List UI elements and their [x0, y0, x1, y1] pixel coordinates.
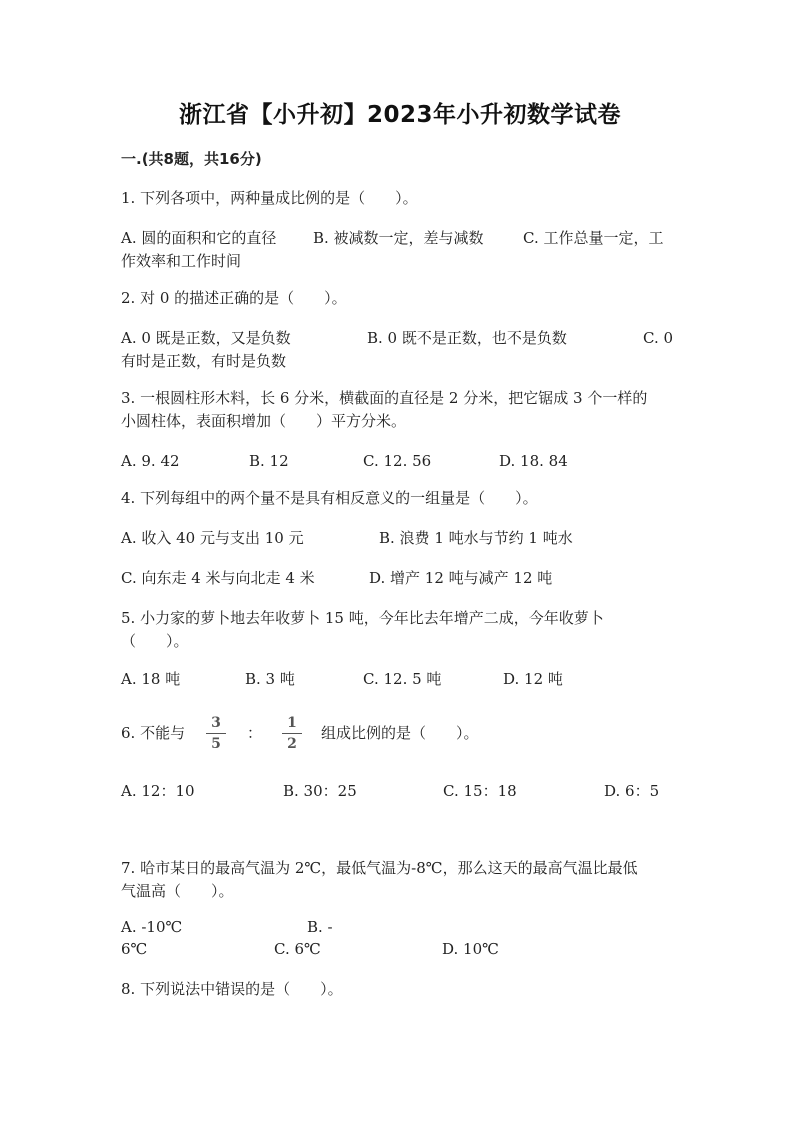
question-7-option-b[interactable]: B. - — [307, 918, 333, 936]
question-3-option-a[interactable]: A. 9. 42 — [121, 452, 180, 470]
fraction-bar — [282, 733, 302, 734]
question-6-option-b[interactable]: B. 30：25 — [283, 782, 357, 800]
question-4-option-a[interactable]: A. 收入 40 元与支出 10 元 — [121, 529, 304, 547]
question-3-option-d[interactable]: D. 18. 84 — [499, 452, 568, 470]
question-4-stem: 4. 下列每组中的两个量不是具有相反意义的一组量是（ ）。 — [121, 489, 538, 507]
question-6-stem-suffix: 组成比例的是（ ）。 — [321, 724, 479, 742]
question-2-option-a[interactable]: A. 0 既是正数，又是负数 — [121, 329, 291, 347]
question-1-option-c[interactable]: C. 工作总量一定，工 — [523, 229, 664, 247]
question-1-stem: 1. 下列各项中，两种量成比例的是（ ）。 — [121, 189, 418, 207]
question-4-option-c[interactable]: C. 向东走 4 米与向北走 4 米 — [121, 569, 315, 587]
question-6-option-d[interactable]: D. 6：5 — [604, 782, 660, 800]
question-6-stem-prefix: 6. 不能与 — [121, 724, 186, 742]
question-8-stem: 8. 下列说法中错误的是（ ）。 — [121, 980, 343, 998]
question-1-option-c-cont: 作效率和工作时间 — [121, 252, 242, 270]
fraction-denominator: 5 — [211, 736, 221, 752]
question-7-option-d[interactable]: D. 10℃ — [442, 940, 499, 958]
question-1-option-a[interactable]: A. 圆的面积和它的直径 — [121, 229, 277, 247]
question-1-option-b[interactable]: B. 被减数一定，差与减数 — [313, 229, 484, 247]
fraction-one-half — [282, 715, 302, 752]
question-5-option-d[interactable]: D. 12 吨 — [503, 670, 563, 688]
question-3-stem-line-1: 3. 一根圆柱形木料，长 6 分米，横截面的直径是 2 分米，把它锯成 3 个一样的 — [121, 389, 648, 407]
question-5-stem-line-1: 5. 小力家的萝卜地去年收萝卜 15 吨，今年比去年增产二成，今年收萝卜 — [121, 609, 604, 627]
question-5-option-b[interactable]: B. 3 吨 — [245, 670, 295, 688]
question-4-option-b[interactable]: B. 浪费 1 吨水与节约 1 吨水 — [379, 529, 573, 547]
page-title: 浙江省【小升初】2023年小升初数学试卷 — [178, 102, 621, 128]
fraction-denominator: 2 — [287, 736, 297, 752]
question-7-stem-line-2: 气温高（ ）。 — [121, 882, 234, 900]
question-3-option-c[interactable]: C. 12. 56 — [363, 452, 432, 470]
ratio-colon: ： — [247, 724, 263, 742]
question-5-stem-line-2: （ ）。 — [121, 632, 189, 650]
question-2-option-c-cont: 有时是正数，有时是负数 — [121, 352, 287, 370]
fraction-bar — [206, 733, 226, 734]
question-7-option-a[interactable]: A. -10℃ — [121, 918, 183, 936]
section-heading: 一.(共8题，共16分) — [121, 150, 262, 168]
question-5-option-a[interactable]: A. 18 吨 — [121, 670, 181, 688]
question-5-option-c[interactable]: C. 12. 5 吨 — [363, 670, 442, 688]
question-3-stem-line-2: 小圆柱体，表面积增加（ ）平方分米。 — [121, 412, 407, 430]
question-7-option-c[interactable]: C. 6℃ — [274, 940, 321, 958]
fraction-numerator: 1 — [287, 715, 297, 731]
question-2-option-b[interactable]: B. 0 既不是正数，也不是负数 — [367, 329, 567, 347]
fraction-three-fifths — [206, 715, 226, 752]
question-6-option-c[interactable]: C. 15：18 — [443, 782, 517, 800]
question-2-stem: 2. 对 0 的描述正确的是（ ）。 — [121, 289, 347, 307]
question-3-option-b[interactable]: B. 12 — [249, 452, 289, 470]
question-4-option-d[interactable]: D. 增产 12 吨与减产 12 吨 — [369, 569, 553, 587]
question-7-stem-line-1: 7. 哈市某日的最高气温为 2℃，最低气温为-8℃，那么这天的最高气温比最低 — [121, 859, 638, 877]
question-7-option-b-cont: 6℃ — [121, 940, 148, 958]
question-2-option-c[interactable]: C. 0 — [643, 329, 674, 347]
fraction-numerator: 3 — [211, 715, 221, 731]
question-6-option-a[interactable]: A. 12：10 — [121, 782, 195, 800]
